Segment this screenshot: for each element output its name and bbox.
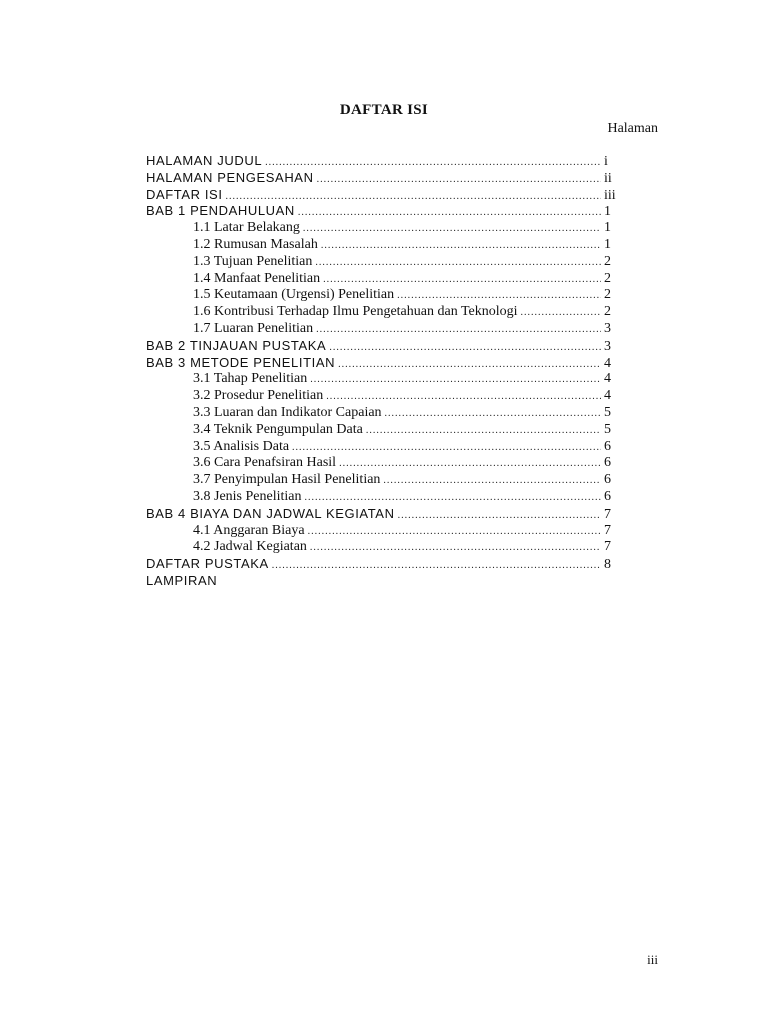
toc-dot-leader [326, 389, 601, 406]
toc-entry-page: 1 [604, 204, 611, 220]
toc-entry-page: 3 [604, 320, 611, 336]
toc-entry [146, 539, 616, 556]
toc-entry-label: 3.7 Penyimpulan Hasil Penelitian [193, 472, 381, 488]
toc-entry [146, 355, 616, 372]
toc-entry-page: 2 [604, 287, 611, 303]
toc-entry-label: 1.6 Kontribusi Terhadap Ilmu Pengetahuan dan Teknologi [193, 304, 518, 320]
toc-entry-label: 1.2 Rumusan Masalah [193, 236, 318, 252]
toc-dot-leader [298, 205, 601, 222]
toc-entry-label: 3.8 Jenis Penelitian [193, 488, 302, 504]
toc-dot-leader [385, 406, 601, 423]
toc-entry-page: 6 [604, 488, 611, 504]
toc-entry-label: LAMPIRAN [146, 572, 218, 588]
toc-entry [146, 371, 616, 388]
toc-dot-leader [305, 490, 602, 507]
toc-entry-page: iii [604, 187, 616, 203]
toc-entry [146, 338, 616, 355]
toc-dot-leader [321, 238, 601, 255]
toc-entry-label: 4.2 Jadwal Kegiatan [193, 539, 307, 555]
toc-dot-leader [292, 440, 601, 457]
toc-dot-leader [310, 540, 601, 557]
toc-entry [146, 153, 616, 170]
page-title: DAFTAR ISI [339, 102, 429, 118]
toc-entry-page: i [604, 154, 608, 169]
toc-entry [146, 304, 616, 321]
toc-entry-label: 3.4 Teknik Pengumpulan Data [193, 421, 363, 437]
toc-entry [146, 170, 616, 187]
toc-entry [146, 556, 616, 573]
toc-entry-page: 2 [604, 304, 611, 320]
toc-entry-label: BAB 3 METODE PENELITIAN [146, 354, 336, 370]
toc-entry [146, 523, 616, 540]
toc-dot-leader [398, 508, 601, 525]
toc-entry [146, 271, 616, 288]
toc-entry [146, 489, 616, 506]
toc-entry-page: 4 [604, 355, 611, 371]
toc-entry-page: 6 [604, 455, 611, 471]
toc-entry [146, 203, 616, 220]
toc-entry-page: 7 [604, 539, 611, 555]
toc-entry-page: 6 [604, 438, 611, 454]
toc-entry [146, 237, 616, 254]
toc-entry-label: BAB 4 BIAYA DAN JADWAL KEGIATAN [146, 505, 395, 521]
toc-entry-page: 2 [604, 253, 611, 269]
toc-dot-leader [265, 155, 601, 172]
toc-entry-page: 1 [604, 236, 611, 252]
toc-entry [146, 573, 616, 590]
toc-entry-label: 3.3 Luaran dan Indikator Capaian [193, 404, 382, 420]
toc-dot-leader [366, 423, 601, 440]
toc-entry [146, 422, 616, 439]
toc-entry-page: 7 [604, 506, 611, 522]
toc-entry-page: 2 [604, 270, 611, 286]
toc-entry-label: BAB 1 PENDAHULUAN [146, 203, 295, 219]
toc-entry [146, 287, 616, 304]
toc-entry-label: 4.1 Anggaran Biaya [193, 522, 305, 538]
page-column-label: Halaman [607, 121, 658, 136]
toc-entry-label: HALAMAN JUDUL [146, 153, 263, 168]
toc-dot-leader [329, 340, 601, 357]
toc-entry-label: 1.1 Latar Belakang [193, 220, 300, 236]
toc-entry [146, 455, 616, 472]
toc-dot-leader [317, 172, 601, 189]
toc-entry-label: 3.1 Tahap Penelitian [193, 371, 308, 387]
toc-entry-label: 3.5 Analisis Data [193, 438, 290, 454]
toc-dot-leader [310, 372, 601, 389]
toc-dot-leader [338, 357, 601, 374]
toc-entry-page: 4 [604, 388, 611, 404]
toc-entry-page: 1 [604, 220, 611, 236]
toc-dot-leader [339, 456, 601, 473]
toc-dot-leader [316, 322, 601, 339]
toc-dot-leader [521, 305, 601, 322]
toc-entry-page: 8 [604, 557, 611, 573]
toc-entry-label: 1.7 Luaran Penelitian [193, 320, 314, 336]
toc-entry [146, 506, 616, 523]
toc-entry-label: 1.4 Manfaat Penelitian [193, 270, 321, 286]
toc-entry [146, 405, 616, 422]
toc-entry-page: ii [604, 170, 612, 186]
toc-entry-label: DAFTAR ISI [146, 186, 223, 202]
toc-dot-leader [323, 272, 601, 289]
toc-dot-leader [272, 558, 601, 575]
toc-entry-label: 3.2 Prosedur Penelitian [193, 388, 324, 404]
toc-entry-page: 6 [604, 472, 611, 488]
toc-dot-leader [315, 255, 601, 272]
toc-entry [146, 220, 616, 237]
toc-entry-page: 5 [604, 404, 611, 420]
toc-entry-label: BAB 2 TINJAUAN PUSTAKA [146, 337, 327, 353]
toc-entry [146, 388, 616, 405]
toc-dot-leader [383, 473, 601, 490]
page-number: iii [647, 952, 658, 967]
toc-entry-label: 1.3 Tujuan Penelitian [193, 253, 313, 269]
toc-entry-page: 3 [604, 338, 611, 354]
toc-dot-leader [303, 221, 601, 238]
toc-entry [146, 187, 616, 204]
toc-entry-page: 5 [604, 421, 611, 437]
toc-entry [146, 254, 616, 271]
toc-entry-label: DAFTAR PUSTAKA [146, 556, 269, 572]
toc-entry-label: 1.5 Keutamaan (Urgensi) Penelitian [193, 287, 395, 303]
toc-entry [146, 321, 616, 338]
toc-entry [146, 472, 616, 489]
toc-entry-page: 7 [604, 522, 611, 538]
table-of-contents [146, 153, 616, 590]
toc-dot-leader [397, 288, 601, 305]
toc-dot-leader [308, 524, 601, 541]
toc-entry-page: 4 [604, 371, 611, 387]
toc-entry [146, 439, 616, 456]
toc-entry-label: HALAMAN PENGESAHAN [146, 169, 314, 185]
toc-entry-label: 3.6 Cara Penafsiran Hasil [193, 455, 337, 471]
